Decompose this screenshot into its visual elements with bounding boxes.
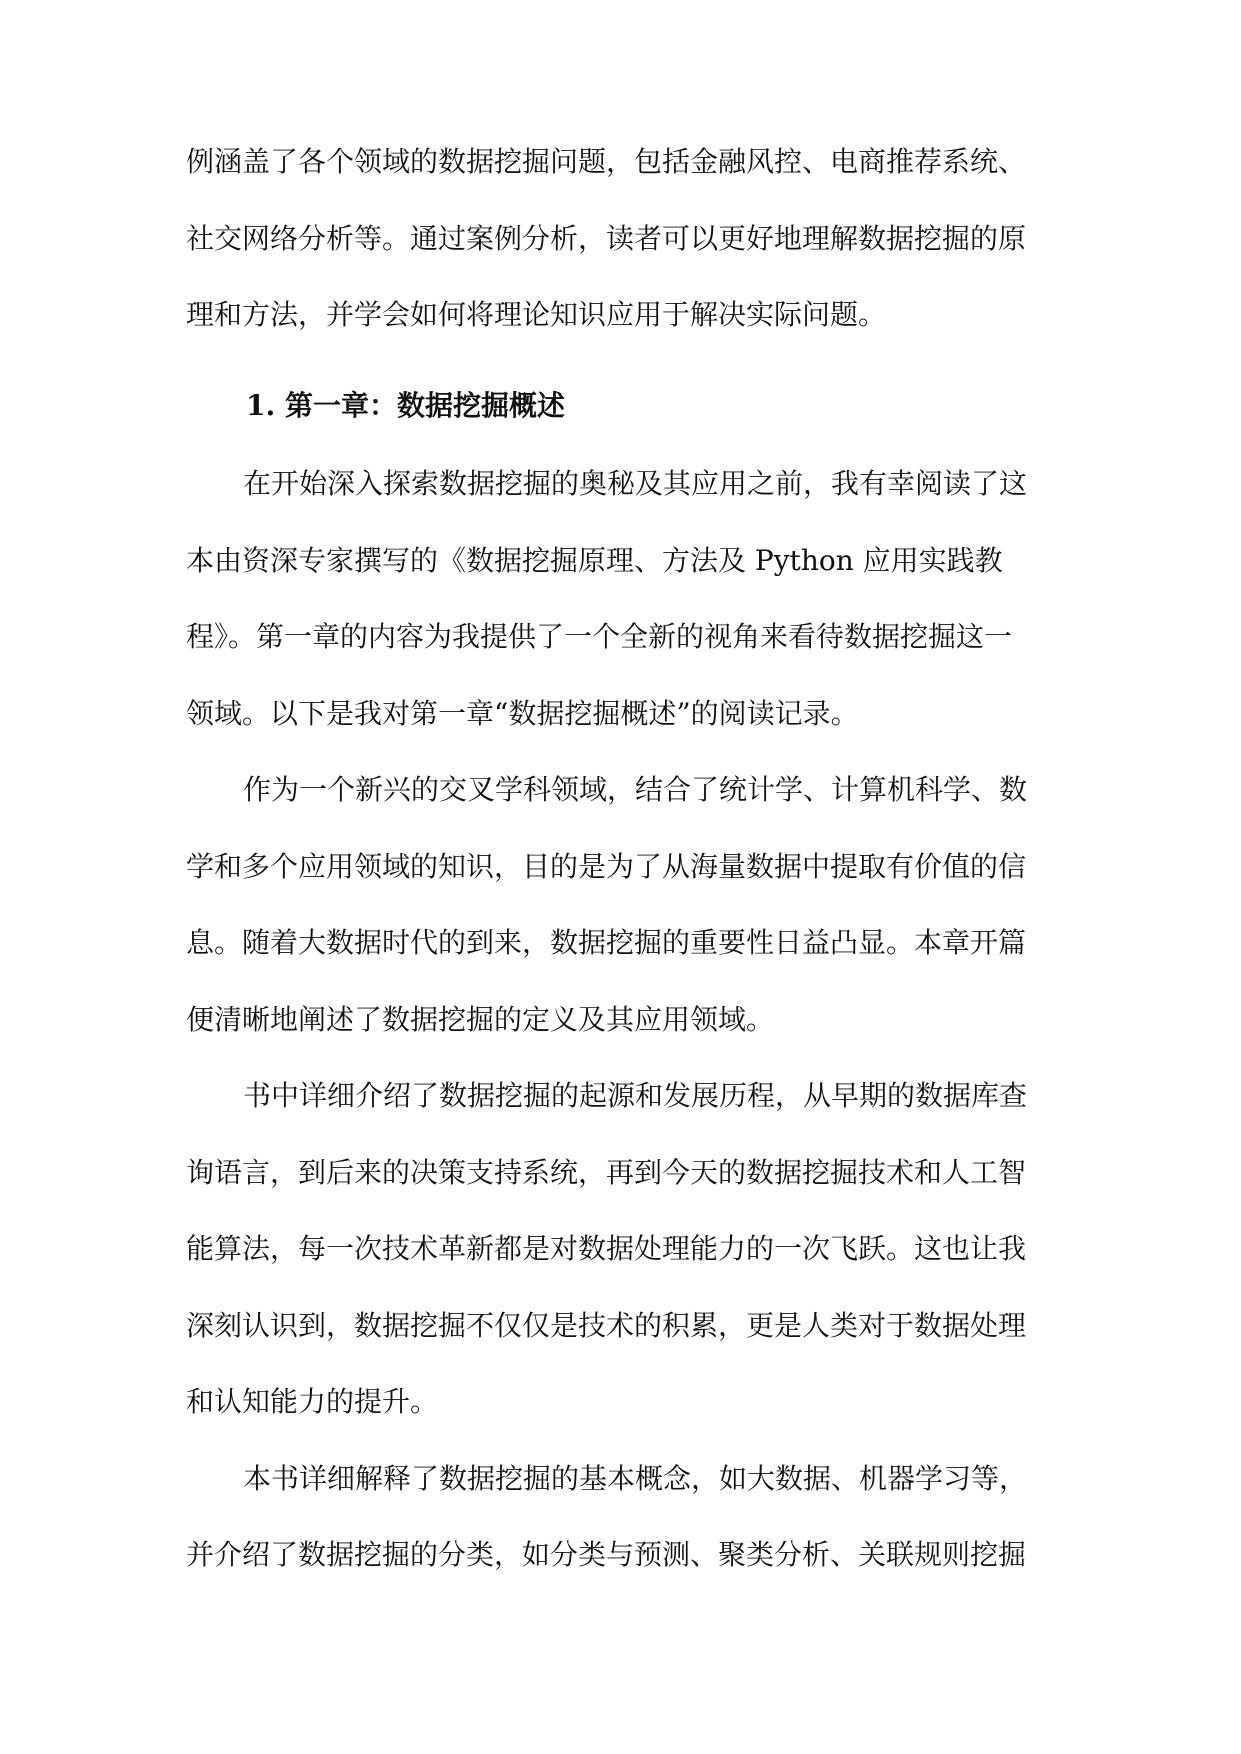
text-line: 例涵盖了各个领域的数据挖掘问题，包括金融风控、电商推荐系统、 bbox=[186, 145, 1027, 178]
text-line: 在开始深入探索数据挖掘的奥秘及其应用之前，我有幸阅读了这 bbox=[243, 467, 1028, 500]
text-line: 本书详细解释了数据挖掘的基本概念，如大数据、机器学习等， bbox=[243, 1461, 1028, 1495]
text-line: 学和多个应用领域的知识，目的是为了从海量数据中提取有价值的信 bbox=[186, 849, 1027, 883]
text-line: 便清晰地阐述了数据挖掘的定义及其应用领域。 bbox=[186, 1002, 775, 1036]
text-line: 领域。以下是我对第一章“数据挖掘概述”的阅读记录。 bbox=[186, 696, 859, 730]
section-heading: 1. 第一章：数据挖掘概述 bbox=[246, 388, 565, 422]
text-line: 并介绍了数据挖掘的分类，如分类与预测、聚类分析、关联规则挖掘 bbox=[186, 1538, 1027, 1571]
text-line: 作为一个新兴的交叉学科领域，结合了统计学、计算机科学、数 bbox=[243, 773, 1028, 806]
paragraph bbox=[186, 1058, 1056, 1441]
text-line: 程》。第一章的内容为我提供了一个全新的视角来看待数据挖掘这一 bbox=[186, 620, 1013, 653]
text-line: 息。随着大数据时代的到来，数据挖掘的重要性日益凸显。本章开篇 bbox=[186, 926, 1027, 959]
text-line: 深刻认识到，数据挖掘不仅仅是技术的积累，更是人类对于数据处理 bbox=[186, 1308, 1027, 1342]
text-line: 询语言，到后来的决策支持系统，再到今天的数据挖掘技术和人工智 bbox=[186, 1155, 1027, 1189]
text-line: 书中详细介绍了数据挖掘的起源和发展历程，从早期的数据库查 bbox=[243, 1079, 1028, 1112]
paragraph bbox=[186, 752, 1056, 1058]
text-line: 和认知能力的提升。 bbox=[186, 1385, 439, 1418]
paragraph bbox=[186, 446, 1056, 752]
text-line: 社交网络分析等。通过案例分析，读者可以更好地理解数据挖掘的原 bbox=[186, 221, 1027, 255]
intro-paragraph bbox=[186, 124, 1056, 354]
document-body bbox=[186, 124, 1056, 1594]
text-line: 能算法，每一次技术革新都是对数据处理能力的一次飞跃。这也让我 bbox=[186, 1232, 1027, 1265]
text-line: 理和方法，并学会如何将理论知识应用于解决实际问题。 bbox=[186, 298, 887, 331]
paragraph bbox=[186, 1441, 1056, 1594]
text-line: 本由资深专家撰写的《数据挖掘原理、方法及 Python 应用实践教 bbox=[186, 543, 1003, 577]
